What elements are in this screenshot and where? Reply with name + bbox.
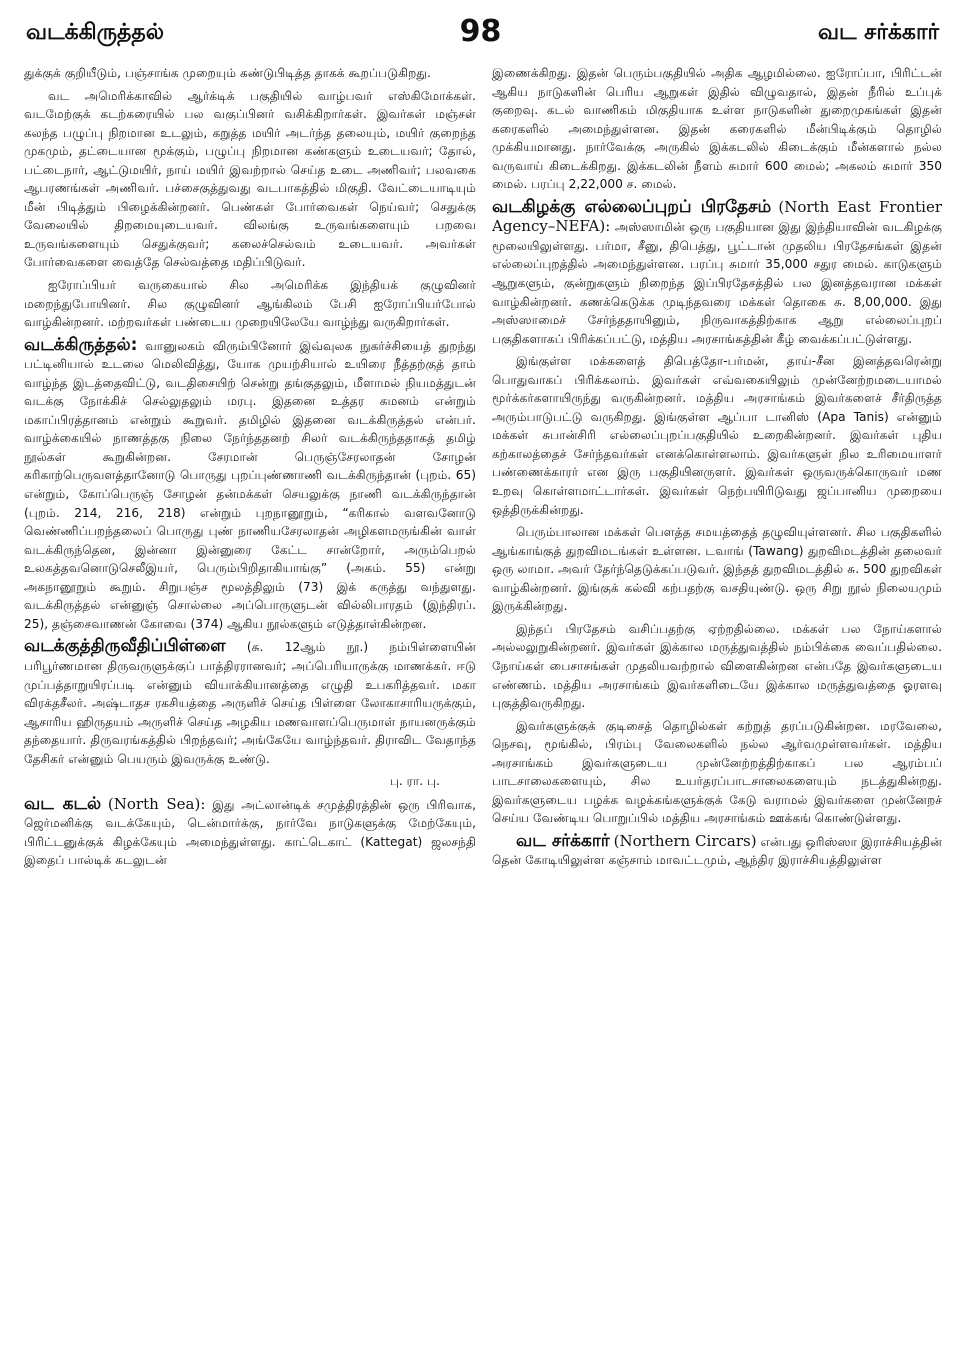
left-column: [24, 64, 476, 1354]
entry-english-name: (Northern Circars): [613, 831, 757, 850]
entry-heading: வட சர்க்கார்: [516, 830, 610, 851]
running-head-left: வடக்கிருத்தல்: [26, 20, 164, 45]
paragraph: இந்தப் பிரதேசம் வசிப்பதற்கு ஏற்றதில்லை. மக்கள் பல நோய்களால் அல்லலுறுகின்றனர். இவர்கள் இக்கால மருத்துவத்தில் நம்பிக்கை வைப்பதில்லை. நோய்கள் பைசாசங்கள் முதலியவற்றால் விளைகின்றன என்பதே இவர்களுடைய எண்ணம். மத்திய அரசாங்கம் இவர்களிடையே இக்கால மருத்துவத்தை ஓரளவு புகுத்திவருகிறது.: [492, 621, 942, 711]
entry-body: என்பது ஒரிஸ்ஸா இராச்சியத்தின் தென் கோடியிலுள்ள கஞ்சாம் மாவட்டமும், ஆந்திர இராச்சியத்திலுள்ள: [492, 834, 942, 868]
entry-body: வானுலகம் விரும்பினோர் இவ்வுலக நுகர்ச்சியைத் துறந்து பட்டினியால் உடலை மெலிவித்து, யோக முயற்சியால் உயிரை நீத்தற்குத் தாம் வாழ்ந்த இடத்தைவிட்டு, வடதிசையிற் சென்று தங்குதலும், மீளாமல் நியமத்துடன் வடக்கு நோக்கிச் செல்லுதலும் மரபு. இதனை உத்தர கமனம் என்றும் மகாப்பிரத்தானம் என்றும் கூறுவர். தமிழில் இதனை வடக்கிருத்தல் என்பர். வாழ்க்கையில் நாணத்தகு நிலை நேர்ந்ததனற் சிலர் வடக்கிருந்ததாகத் தமிழ் நூல்கள் கூறுகின்றன. சேரமான் பெருஞ்சேரலாதன் சோழன் கரிகாற்பெருவளத்தானோடு பொருது புறப்புண்ணாணி வடக்கிருந்தான் (புறம். 65) என்றும், கோப்பெருஞ் சோழன் தன்மக்கள் செயலுக்கு நாணி வடக்கிருந்தான் (புறம். 214, 216, 218) என்றும் புறநானூறும், “கரிகால் வளவனோடு வெண்ணிப்பறந்தலைப் பொருது புண் நாணியசேரலாதன் அழிகளமருங்கின் வாள் வடக்கிருந்தென, இன்னா இன்னுரை கேட்ட சான்றோர், அரும்பெறல் உலகத்தவனொடுசெலீஇயர், பெரும்பிறிதாகியாங்கு” (அகம். 55) என்று அகநானூறும் கூறும். சிறுபஞ்ச மூலத்திலும் (73) இக் கருத்து வந்துளது. வடக்கிருத்தல் என்னுஞ் சொல்லை அப்பொருளுடன் வில்லிபாரதம் (இந்திரப். 25), தஞ்சைவாணன் கோவை (374) ஆகிய நூல்களும் எடுத்தாள்கின்றன.: [24, 338, 476, 631]
entry-northern-circars: [492, 832, 942, 870]
entry-body: அஸ்ஸாமின் ஒரு பகுதியான இது இந்தியாவின் வடகிழக்கு மூலையிலுள்ளது. பர்மா, சீனு, திபெத்து, பூட்டான் முதலிய பிரதேசங்கள் இதன் எல்லைப்புறத்தில் அமைந்துள்ளன. பரப்பு சுமார் 35,000 சதுர மைல். காடுகளும் ஆறுகளும், குன்றுகளும் நிறைந்த இப்பிரதேசத்தில் பல இனத்தவரான மக்கள் வாழ்கின்றனர். கணக்கெடுக்க முடிந்தவரை மக்கள் தொகை சு. 8,00,000. இது அஸ்ஸாமைச் சேர்ந்ததாயினும், நிருவாகத்திற்காக ஆறு எல்லைப்புறப் பகுதிகளாகப் பிரிக்கப்பட்டு, மத்திய அரசாங்கத்தின் கீழ் வைக்கப்பட்டுள்ளது.: [492, 220, 942, 346]
paragraph: இங்குள்ள மக்களைத் திபெத்தோ-பர்மன், தாய்-சீன இனத்தவரென்று பொதுவாகப் பிரிக்கலாம். இவர்கள் எவ்வகையிலும் முன்னேற்றமடையாமல் மூர்க்கர்களாயிருந்து வருகின்றனர். மத்திய அரசாங்கம் இவர்களைச் சீர்திருத்த அரும்பாடுபட்டு வருகிறது. இங்குள்ள ஆப்பா டானிஸ் (Apa Tanis) என்னும் மக்கள் சுபான்சிரி எல்லைப்புறப்பகுதியில் உறைகின்றனர். இவர்கள் புதிய கற்காலத்தைச் சேர்ந்தவர்கள் எனக்கொள்ளலாம். இவர்களுள் நில உரிமையாளர் பண்ணைக்காரர் என இரு பகுதியினருளர். இவர்கள் ஒருவருக்கொருவர் மண உறவு கொள்ளமாட்டார்கள். இவர்கள் நெற்பயிரிடுவது ஜப்பானிய முறையை ஒத்திருக்கின்றது.: [492, 354, 942, 517]
paragraph: இவர்களுக்குக் குடிசைத் தொழில்கள் கற்றுத் தரப்படுகின்றன. மரவேலை, நெசவு, மூங்கில், பிரம்பு வேலைகளில் நல்ல ஆர்வமுள்ளவர்கள். மத்திய அரசாங்கம் இவர்களுடைய முன்னேற்றத்திற்காகப் பல ஆரம்பப் பாடசாலைகளையும், சில உயர்தரப்பாடசாலைகளையும் நடத்துகின்றது. இவர்களுடைய பழக்க வழக்கங்களுக்குக் கேடு வராமல் இவர்களை முன்னேறச் செய்ய வேண்டிய பொறுப்பில் மத்திய அரசாங்கம் ஊக்கங் கொண்டுள்ளது.: [492, 718, 942, 826]
paragraph: பெரும்பாலான மக்கள் பௌத்த சமயத்தைத் தழுவியுள்ளனர். சில பகுதிகளில் ஆங்காங்குத் துறவிமடங்கள் உள்ளன. டவாங் (Tawang) துறவிமடத்தின் தலைவர் ஒரு லாமா. அவர் தேர்ந்தெடுக்கப்படுவர். இந்தத் துறவிமடத்தில் சு. 500 துறவிகள் வாழ்கின்றனர். இங்குக் கல்வி கற்பதற்கு வசதியுண்டு. ஒரு சிறு நூல் நிலையமும் இருக்கின்றது.: [492, 525, 942, 614]
entry-english-name: (North Sea):: [107, 794, 206, 813]
entry-vadakkiruthal: [24, 336, 476, 634]
entry-date: (சு. 12ஆம் நூ.): [246, 640, 369, 655]
entry-heading: வடக்கிருத்தல்:: [24, 334, 138, 355]
author-initials: பு. ரா. பு.: [389, 774, 440, 789]
running-head-right: வட சர்க்கார்: [817, 20, 939, 45]
entry-vadakkuthiruveedhi: [24, 637, 476, 768]
entry-heading: வடகிழக்கு எல்லைப்புறப் பிரதேசம்: [492, 196, 772, 217]
entry-heading: வடக்குத்திருவீதிப்பிள்ளை: [24, 636, 226, 657]
entry-nefa: [492, 198, 942, 348]
right-column: [492, 64, 942, 1354]
entry-body: இது அட்லான்டிக் சமுத்திரத்தின் ஒரு பிரிவாக, ஜெர்மனிக்கு வடக்கேயும், டென்மார்க்கு, நார்வே நாடுகளுக்கு மேற்கேயும், பிரிட்டனுக்குக் கிழக்கேயும் அமைந்துள்ளது. காட்டெகாட் (Kattegat) ஜலசந்தி இதைப் பால்டிக் கடலுடன்: [24, 797, 476, 868]
paragraph: துக்குக் குறியீடும், பஞ்சாங்க முறையும் கண்டுபிடித்த தாகக் கூறப்படுகிறது.: [24, 66, 431, 80]
entry-north-sea: [24, 795, 476, 870]
entry-english-name: (North East Frontier Agency–NEFA):: [492, 197, 942, 236]
paragraph: வட அமெரிக்காவில் ஆர்க்டிக் பகுதியில் வாழ்பவர் எஸ்கிமோக்கள். வடமேற்குக் கடற்கரையில் பல வகுப்பினர் வசிக்கிறார்கள். இவர்கள் மஞ்சள் கலந்த பழுப்பு நிறமான உடலும், கறுத்த மயிர் அடர்ந்த தலையும், மயிர் குறைந்த முகமும், தட்டையான மூக்கும், பழுப்பு நிறமான கண்களும் உடையவர்; தோல், பட்டைநார், ஆட்டுமயிர், நாய் மயிர் இவற்றால் செய்த உடை அணிவர்; பலவகை ஆபரணங்கள் அணிவர். பச்சைகுத்துவது வடபாகத்தில் மிகுதி. வேட்டையாடியும் மீன் பிடித்தும் பிழைக்கின்றனர். பெண்கள் போர்வைகள் நெய்வர்; செதுக்கு வேலையில் திறமையுடையவர். விலங்கு உருவங்களையும் பறவை உருவங்களையும் செதுக்குவர்; கலைச்செல்வம் உடையவர். அவர்கள் போர்வைகளை வைத்தே செல்வத்தை மதிப்பிடுவர்.: [24, 88, 476, 270]
entry-heading: வட கடல்: [24, 793, 102, 814]
page-number: 98: [459, 14, 502, 49]
paragraph: ஐரோப்பியர் வருகையால் சில அமெரிக்க இந்தியக் குழுவினர் மறைந்துபோயினர். சில குழுவினர் ஆங்கிலம் பேசி ஐரோப்பியர்போல் வாழ்கின்றனர். மற்றவர்கள் பண்டைய முறையிலேயே வாழ்ந்து வருகிறார்கள்.: [24, 278, 476, 330]
entry-body: நம்பிள்ளையின் பரிபூர்ணமான திருவருளுக்குப் பாத்திரரானவர்; அப்பெரியாருக்கு மாணக்கர். ஈடு முப்பத்தாறுயிரப்படி என்னும் வியாக்கியானத்தை எழுதி உபகரித்தவர். மகா விரக்தசீலர். அஷ்டாதச ரகசியத்தை அருளிச் செய்த பிள்ளை லோகாசாரியருக்கும், ஆசாரிய ஹிருதயம் அருளிச் செய்த அழகிய மணவாளப்பெருமாள் நாயனருக்கும் தந்தையார். திருவரங்கத்தில் பிறந்தவர்; அங்கேயே வாழ்ந்தவர். திராவிட வேதாந்த தேசிகர் என்னும் பெயரும் இவருக்கு உண்டு.: [24, 640, 476, 766]
page-header: [0, 0, 961, 60]
paragraph: இணைக்கிறது. இதன் பெரும்பகுதியில் அதிக ஆழமில்லை. ஐரோப்பா, பிரிட்டன் ஆகிய நாடுகளின் பெரிய ஆறுகள் இதில் விழுவதால், இதன் நீரில் உப்புக் குறைவு. கடல் வாணிகம் மிகுதியாக உள்ள நாடுகளின் துறைமுகங்கள் இதன் கரைகளில் அமைந்துள்ளன. இதன் கரைகளில் மீன்பிடிக்கும் தொழில் முக்கியமானது. நார்வேக்கு அருகில் இக்கடலில் கிடைக்கும் மீன்களால் நல்ல வருவாய் கிடைக்கிறது. இக்கடலின் நீளம் சுமார் 600 மைல்; அகலம் சுமார் 350 மைல். பரப்பு 2,22,000 ச. மைல்.: [492, 66, 942, 192]
